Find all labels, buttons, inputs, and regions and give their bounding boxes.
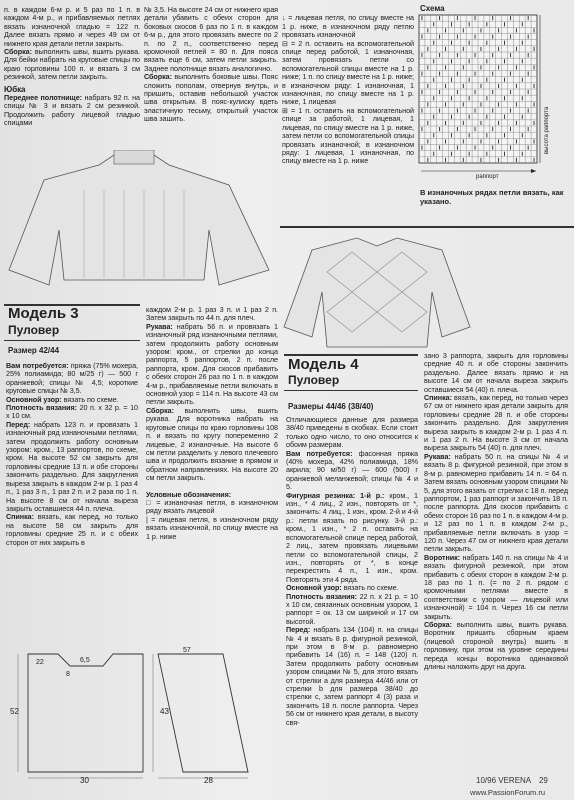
footer-page-number: 29: [538, 776, 548, 785]
model4-pattern-label: Основной узор:: [286, 583, 342, 593]
dim-sleeve-bottom: 28: [204, 776, 213, 784]
model3-front-label: Перед:: [6, 419, 31, 429]
skirt-front-text: набрать 92 п. на спицы № 3 и вязать 2 см резинкой. Продолжить работу лицевой гладью спицами: [4, 93, 140, 128]
model4-front-label: Перед:: [286, 625, 311, 635]
scheme-caption: В изнаночных рядах петли вязать, как указано.: [420, 188, 564, 206]
model3-column-1: [6, 362, 138, 547]
dim-neck-drop: 8: [66, 671, 70, 678]
model3-back-label: Спинка:: [6, 512, 34, 522]
skirt-heading: Юбка: [4, 84, 26, 94]
model3-sleeve-label: Рукава:: [146, 321, 173, 331]
top-col1-text: п. в каждом 6-м р. и 5 раз по 1 п. в каждом 4-м р., и прибавляемых петлях вязать изнаночной гладью = 122 п. Далее вязать прямо и через 49 см от нижнего края детали петли закрыть.: [4, 5, 140, 48]
top-column-3: [282, 6, 414, 174]
model3-legend-label: Условные обозначения:: [146, 489, 232, 499]
model3-title: Модель 3: [8, 305, 79, 322]
dim-shoulder: 22: [36, 659, 44, 666]
model3-assembly-label: Сборка:: [146, 405, 174, 415]
rapport-label: раппорт: [476, 174, 499, 180]
model4-collar: набрать 140 п. на спицы № 4 и вязать фигурной резинкой, при этом прибавить с обеих сторон в каждом 2-м р. 18 раз по 1 п. (= по 2 п. рядом с кромочными петлями вместе в соответствии с узором — лицевой или изнаночной) = 104 п. Через 16 см петли закрыть.: [424, 552, 568, 621]
sweater-illustration-model4: [282, 232, 472, 352]
dim-sleeve-top: 57: [183, 647, 191, 654]
footer-site: www.PassionForum.ru: [470, 788, 546, 797]
symbol-legend-text: ↓ = лицевая петля, по спицу вместе на 1 р. ниже, в изнаночном ряду петлю провязать изнаночной ⊟ = 2 п. оставить на вспомогательной спице перед работой, 1 изнаночная, затем провязать петли со вспомогательной спицы вместе на 1 р. ниже; 1 п. по спицу вместе на 1 р. ниже; в изнаночном ряду: 1 изнаночная, 1 изнаночная, по спицу вместе на 1 р. ниже, 1 лицевая ⊞ = 1 п. оставить на вспомогательной спице за работой, 1 лицевая, 1 лицевая, по спицу вместе на 1 р. ниже, затем петли со вспомогательной спицы провязать изнаночной; в изнаночном ряду: 1 лицевая, 1 изнаночная, по спицу вместе на 1 р. ниже: [282, 13, 414, 166]
model3-front: набрать 123 п. и провязать 1 изнаночный ряд изнаночными петлями, затем продолжить работу основным узором: кром., 13 раппортов, по схеме, кром. На высоте 52 см закрыть для горловины средние 13 п. и обе стороны закончить раздельно. Для закругления выреза закрыть в каждом 2-м р. 1 раз 4 п., 1 раз 3 п., 1 раз 2 п. и 2 раза по 1 п. На высоте 8 см от начала выреза закрыть оставшиеся 44 п. плеча.: [6, 419, 138, 513]
model4-assembly: выполнить швы, вшить рукава. Воротник пришить сборным краем (лицевой стороной внутрь) вшить в горловину, при этом на уровне середины переда концы воротника одинаковой длины наложить друг на друга.: [424, 620, 568, 672]
model4-sleeve-label: Рукава:: [424, 451, 451, 461]
top-column-2: [144, 6, 278, 124]
model4-title: Модель 4: [288, 356, 359, 373]
model3-density: 20 п. х 32 р. = 10 х 10 см.: [6, 403, 138, 421]
model3-pattern-label: Основной узор:: [6, 394, 62, 404]
knitting-scheme-chart: [418, 14, 568, 184]
model4-back: вязать, как перед, но только через 67 см от нижнего края детали закрыть для горловины средние 28 п. и обе стороны закончить раздельно. Для закругления выреза закрыть в каждом 2-м р. 1 раз 4 п. и 1 раз 2 п. На высоте 3 см от начала выреза закрыть 54 (40) п. для плеч.: [424, 393, 569, 453]
top-col1-sborka-label: Сборка:: [4, 47, 32, 57]
model3-pattern: вязать по схеме.: [63, 394, 119, 404]
model4-need-label: Вам потребуется:: [286, 448, 353, 458]
sweater-illustration-model3: [4, 150, 274, 290]
model4-pattern: вязать по схеме.: [343, 583, 399, 593]
model4-sleeve: набрать 50 п. на спицы № 4 и вязать 8 р. фигурной резинкой, при этом в 8-м р. равномерно прибавить 14 п. = 64 п. Затем вязать основным узором спицами № 5, для этого вязать от стрелки с 18 п. перед раппортом, 1 раз раппорт и закончить 18 п. после раппорта. Для скосов прибавить с обеих сторон 16 раз по 1 п. в каждом 4-м р. и 12 раз по 1 п. в каждом 2-м р., прибавляемые петли включать в узор = 120 п. Через 47 см от нижнего края детали петли закрыть.: [424, 451, 568, 554]
dim-side-height: 52: [10, 707, 19, 716]
model3-column-2: [146, 306, 278, 541]
dim-sleeve-height: 43: [160, 707, 169, 716]
top-col2-text: № 3,5. На высоте 24 см от нижнего края детали убавить с обеих сторон для боковых скосов 6 раз по 1 п. в каждом 6-м р., для этого провязать вместе по 2 п. по 2 п., соответственно перед кромочной петлей = 80 п. Для пояса вязать еще 6 см, затем петли закрыть. Заднее полотнище вязать аналогично.: [144, 5, 278, 73]
divider-model3-bottom: [4, 340, 140, 341]
model3-back: вязать, как перед, но только на высоте 58 см закрыть для горловины средние 25 п. и с обеих сторон от них закрыть в: [6, 512, 138, 547]
model4-collar-label: Воротник:: [424, 552, 461, 562]
rapport-height-label: высота раппорта: [544, 106, 550, 154]
skirt-front-label: Переднее полотнище:: [4, 93, 82, 103]
footer-issue: [476, 776, 548, 785]
model3-name: Пуловер: [8, 323, 60, 337]
top-col2-sborka: выполнить боковые швы. Пояс сложить пополам, отвернув внутрь, и пришить, оставив небольшой участок шва открытым. В пояс-кулиску вдеть эластичную тесьму, открытый участок шва зашить.: [144, 72, 278, 124]
model4-size: Размеры 44/46 (38/40): [288, 402, 374, 411]
model3-legend: □ = изнаночная петля, в изнаночном ряду вязать лицевой | = лицевая петля, в изнаночном ряду вязать изнаночной, по спицу вместе на 1 р. ниже: [146, 497, 278, 541]
model4-front: набрать 134 (104) п. на спицы № 4 и вязать 8 р. фигурной резинкой, при этом в 8-м р. равномерно прибавить 14 (16) п. = 148 (120) п. Затем продолжить работу основным узором спицами № 5, для этого вязать от стрелки а для размера 44/46 или от стрелки b для размера 38/40 до стрелки с, затем раппорт 4 (3) раза и закончить 18 п. после раппорта. Через 56 см от нижнего края детали, в высоту свя-: [286, 625, 418, 727]
model4-back-label: Спинка:: [424, 393, 452, 403]
model4-column-1: [286, 416, 418, 727]
model4-rib-label: Фигурная резинка: 1-й р.:: [286, 490, 385, 500]
model4-need: фасонная пряжа (40% мохера, 42% полиамида, 18% акрила; 90 м/50 г) — 600 (500) г оранжевой меланжевой; спицы № 4 и 5.: [286, 448, 419, 492]
model4-assembly-label: Сборка:: [424, 620, 452, 629]
model3-need: пряжа (75% мохера, 25% полиамида; 80 м/25 г) — 500 г оранжевой; спицы № 4,5; короткие круговые спицы № 3,5.: [6, 361, 138, 396]
model4-intro: Отличающиеся данные для размера 38/40 приведены в скобках. Если стоит только одно число, то оно относится к обоим размерам.: [286, 415, 418, 450]
divider-model4-bottom: [284, 390, 418, 391]
divider-top-right: [280, 226, 574, 228]
model4-rib: кром., 1 изн., * 4 лиц., 2 изн., повторять от *, закончить: 4 лиц., 1 изн., кром. 2-й и 4-й р.: петли вязать по рисунку. 3-й р.: кром., 1 изн., * 2 п. оставить на вспомогательной спице перед работой, 2 лиц., затем провязать лицевыми петли со вспомогательной спицы, 2 изн., повторять от *, в конце перекрестить 4 п., 1 изн., кром. Повторять эти 4 ряда.: [286, 490, 419, 584]
model3-mid: каждом 2-м р. 1 раз 3 п. и 1 раз 2 п. Затем закрыть по 44 п. для плеч.: [146, 305, 278, 323]
model3-sleeve: набрать 56 п. и провязать 1 изнаночный ряд изнаночными петлями, затем продолжить работу основным узором: кром., от стрелки до конца раппорта, 5 раппортов, 2 п. после раппорта, кром. Для скосов прибавить с обеих сторон 26 раз по 1 п. в каждом 4-м р., прибавляемые петли включать в основной узор = 114 п. На высоте 43 см петли закрыть.: [146, 321, 278, 407]
model3-size: Размер 42/44: [8, 346, 60, 355]
model4-density: 22 п. х 21 р. = 10 х 10 см, связанных основным узором, 1 раппорт = ок. 13 см шириной и 17 см высотой.: [286, 591, 418, 626]
model3-need-label: Вам потребуется:: [6, 361, 69, 370]
garment-schematic: [8, 644, 278, 784]
footer-issue-text: 10/96 VERENA: [476, 776, 531, 785]
top-col1-sborka: выполнить швы, вшить рукава. Для бейки набрать на круговые спицы по краю горловины 100 п. и вязать 3 см резинкой, затем петли закрыть.: [4, 47, 140, 82]
model3-density-label: Плотность вязания:: [6, 403, 77, 413]
dim-neck-half: 6,5: [80, 657, 90, 664]
dim-width-bottom: 30: [80, 776, 89, 784]
top-column-1: [4, 6, 140, 128]
model4-right: зано 3 раппорта, закрыть для горловины средние 40 п. и обе стороны закончить раздельно. Далее вязать прямо и на высоте 14 см от начала выреза закрыть оставшиеся 54 (40) п. плеча.: [424, 351, 568, 394]
model4-name: Пуловер: [288, 373, 340, 387]
model4-density-label: Плотность вязания:: [286, 591, 357, 601]
model3-assembly: выполнить швы, вшить рукава. Для воротника набрать на круговые спицы по краю горловины 108 п. и вязать по кругу попеременно 2 лицевые, 2 изнаночные. На высоте 6 см петли разделить у левого плечевого шва и продолжить вязание в прямом и обратном направлениях. На высоте 20 см петли закрыть.: [146, 405, 279, 483]
model4-column-2: [424, 352, 568, 671]
scheme-label: Схема: [420, 4, 445, 13]
top-col2-sborka-label: Сборка:: [144, 72, 172, 82]
